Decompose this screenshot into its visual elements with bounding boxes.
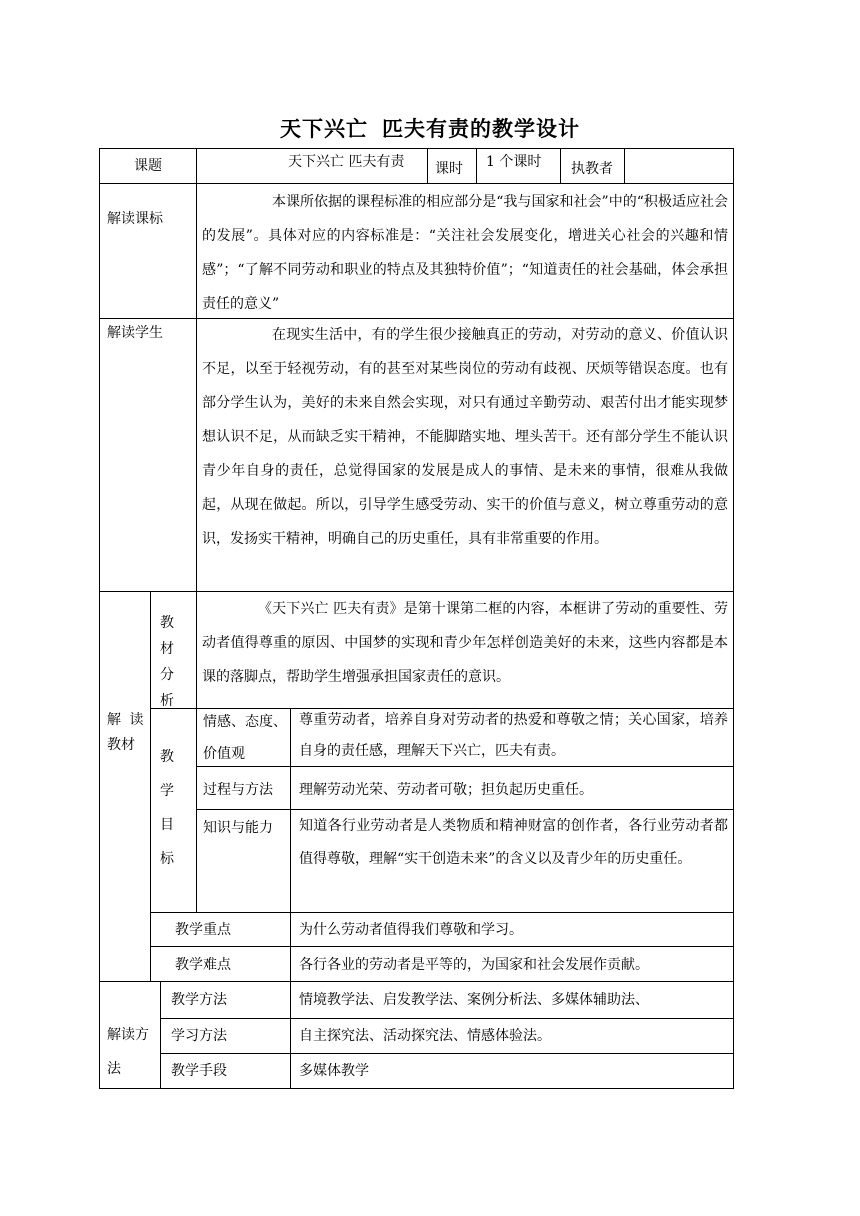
col-divider (476, 148, 477, 183)
goals-label-char: 目 (160, 817, 174, 833)
analysis-text: 《天下兴亡 匹夫有责》是第十课第二框的内容，本框讲了劳动的重要性、劳动者值得尊重的原因、中国梦的实现和青少年怎样创造美好的未来，这些内容都是本课的落脚点，帮助学生增强承担国家责任的意识。 (202, 601, 728, 685)
difficulty-text: 各行各业的劳动者是平等的，为国家和社会发展作贡献。 (299, 957, 649, 973)
row-divider (160, 1053, 734, 1054)
col-divider (290, 708, 291, 981)
goal-label: 情感、态度、 (203, 714, 287, 730)
table-bottom-border (99, 1088, 734, 1089)
method-label: 学习方法 (171, 1028, 227, 1044)
col-divider (150, 591, 151, 981)
document-title (0, 113, 860, 143)
table-top-border (99, 148, 734, 149)
analysis-label-char: 材 (160, 641, 174, 657)
goal-text: 理解劳动光荣、劳动者可敬；担负起历史重任。 (299, 782, 593, 798)
goals-label-char: 学 (160, 783, 174, 799)
analysis-label-char: 分 (160, 667, 174, 683)
students-label: 解读学生 (107, 325, 163, 341)
row-divider (99, 981, 734, 982)
topic-value: 天下兴亡 匹夫有责 (288, 154, 405, 170)
analysis-label-char: 析 (160, 693, 174, 709)
key-label: 教学重点 (175, 922, 231, 938)
textbook-label-a: 解 读 (107, 712, 146, 728)
goal-text: 尊重劳动者，培养自身对劳动者的热爱和尊敬之情；关心国家，培养自身的责任感，理解天下兴亡，匹夫有责。 (299, 712, 728, 759)
title-part-1: 天下兴亡 (280, 117, 368, 141)
key-text: 为什么劳动者值得我们尊敬和学习。 (299, 922, 523, 938)
row-divider (150, 946, 734, 947)
method-label: 教学方法 (171, 992, 227, 1008)
period-value: 1 个课时 (486, 154, 542, 170)
col-divider (560, 148, 561, 183)
goal-label: 知识与能力 (203, 820, 273, 836)
method-text: 情境教学法、启发教学法、案例分析法、多媒体辅助法、 (299, 992, 649, 1008)
analysis-label-char: 教 (160, 615, 174, 631)
col-divider (624, 148, 625, 183)
analysis-label (157, 610, 177, 714)
goals-label-char: 教 (160, 749, 174, 765)
goals-label-char: 标 (160, 851, 174, 867)
table-right-border (733, 148, 734, 1089)
students-text: 在现实生活中，有的学生很少接触真正的劳动，对劳动的意义、价值认识不足，以至于轻视劳动，有的甚至对某些岗位的劳动有歧视、厌烦等错误态度。也有部分学生认为，美好的未来自然会实现，对只有通过辛勤劳动、艰苦付出才能实现梦想认识不足，从而缺乏实干精神，不能脚踏实地、埋头苦干。还有部分学生不能认识青少年自身的责任，总觉得国家的发展是成人的事情、是未来的事情，很难从我做起，从现在做起。所以，引导学生感受劳动、实干的价值与意义，树立尊重劳动的意识，发扬实干精神，明确自己的历史重任，具有非常重要的作用。 (202, 327, 728, 547)
methods-label-a: 解读方 (107, 1027, 149, 1043)
col-divider (427, 148, 428, 183)
row-divider (160, 1018, 734, 1019)
method-text: 自主探究法、活动探究法、情感体验法。 (299, 1028, 551, 1044)
goal-text: 知道各行业劳动者是人类物质和精神财富的创作者，各行业劳动者都值得尊敬，理解“实干创造未来”的含义以及青少年的历史重任。 (299, 818, 728, 867)
method-text: 多媒体教学 (299, 1063, 369, 1079)
textbook-label-b: 教材 (107, 737, 135, 753)
table-left-border (99, 148, 100, 1089)
col-divider (196, 591, 197, 912)
goal-label: 价值观 (203, 746, 245, 762)
period-label: 课时 (435, 161, 463, 177)
method-label: 教学手段 (171, 1063, 227, 1079)
col-divider (160, 981, 161, 1088)
goals-label (157, 740, 177, 876)
goal-label: 过程与方法 (203, 782, 273, 798)
title-part-2: 匹夫有责的教学设计 (382, 117, 580, 141)
difficulty-label: 教学难点 (175, 957, 231, 973)
standard-label: 解读课标 (107, 211, 163, 227)
row-divider (99, 183, 734, 184)
col-divider (290, 981, 291, 1088)
topic-label: 课题 (134, 158, 162, 174)
row-divider (150, 912, 734, 913)
col-divider (196, 148, 197, 591)
methods-label-b: 法 (107, 1061, 121, 1077)
teacher-label: 执教者 (571, 161, 613, 177)
standard-text: 本课所依据的课程标准的相应部分是“我与国家和社会”中的“积极适应社会的发展”。具体对应的内容标准是：“关注社会发展变化，增进关心社会的兴趣和情感”；“了解不同劳动和职业的特点及其独特价值”；“知道责任的社会基础，体会承担责任的意义” (202, 194, 728, 312)
